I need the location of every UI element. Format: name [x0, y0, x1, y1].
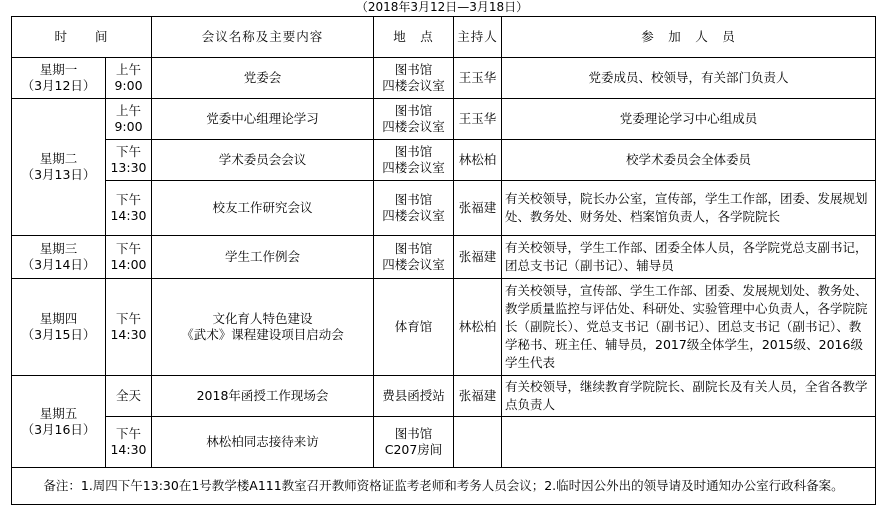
attendees-cell: 有关校领导，学生工作部、团委全体人员，各学院党总支副书记，团总支书记（副书记）、辅导员: [502, 236, 876, 279]
location-cell: 体育馆: [374, 279, 454, 376]
attendees-cell: 有关校领导，宣传部、学生工作部、团委、发展规划处、教务处、教学质量监控与评估处、科研处、实验管理中心负责人，各学院院长（副院长）、党总支书记（副书记）、团总支书记（副书记）、教学秘书、班主任、辅导员，2017级全体学生，2015级、2016级学生代表: [502, 279, 876, 376]
location-line: 四楼会议室: [382, 78, 445, 93]
host-cell: 王玉华: [454, 99, 502, 140]
location-line: 图书馆: [394, 144, 433, 159]
location-line: 四楼会议室: [382, 208, 445, 223]
day-name: 星期四: [39, 311, 78, 326]
time-cell: [106, 58, 152, 99]
host-cell: [454, 417, 502, 468]
location-cell: [374, 140, 454, 181]
time-clock: 13:30: [110, 160, 147, 175]
day-name: 星期三: [39, 241, 78, 256]
host-cell: 张福建: [454, 236, 502, 279]
location-line: 图书馆: [394, 103, 433, 118]
attendees-cell: 有关校领导，继续教育学院院长、副院长及有关人员，全省各教学点负责人: [502, 376, 876, 417]
location-line: 图书馆: [394, 426, 433, 441]
attendees-cell: 党委理论学习中心组成员: [502, 99, 876, 140]
time-period: 上午: [116, 62, 142, 77]
day-name: 星期五: [39, 405, 78, 421]
day-cell: [12, 58, 106, 99]
day-date: （3月15日）: [21, 327, 96, 342]
day-name: 星期二: [39, 151, 78, 166]
attendees-cell: [502, 417, 876, 468]
day-date: （3月16日）: [21, 421, 96, 437]
table-row: [12, 140, 876, 181]
attendees-cell: 校学术委员会全体委员: [502, 140, 876, 181]
meeting-cell: 2018年函授工作现场会: [152, 376, 374, 417]
host-cell: 张福建: [454, 181, 502, 236]
remarks-text: 备注：1.周四下午13:30在1号教学楼A111教室召开教师资格证监考老师和考务人员会议；2.临时因公外出的领导请及时通知办公室行政科备案。: [12, 468, 876, 505]
table-row: [12, 99, 876, 140]
time-period: 下午: [116, 192, 142, 207]
location-line: 四楼会议室: [382, 257, 445, 272]
table-row: [12, 181, 876, 236]
attendees-cell: 有关校领导，院长办公室，宣传部，学生工作部，团委、发展规划处、教务处、财务处、档案馆负责人，各学院院长: [502, 181, 876, 236]
time-period: 上午: [116, 103, 142, 118]
time-cell: [106, 140, 152, 181]
host-cell: 林松柏: [454, 140, 502, 181]
meeting-cell: 党委中心组理论学习: [152, 99, 374, 140]
location-cell: 费县函授站: [374, 376, 454, 417]
time-clock: 14:30: [110, 442, 147, 457]
location-line: 图书馆: [394, 62, 433, 77]
meeting-line: 《武术》课程建设项目启动会: [181, 327, 344, 342]
time-cell: [106, 181, 152, 236]
header-attendees: 参 加 人 员: [502, 17, 876, 58]
location-line: 图书馆: [394, 241, 433, 256]
time-cell: [106, 236, 152, 279]
meeting-cell: 党委会: [152, 58, 374, 99]
table-row: [12, 376, 876, 417]
header-time: 时 间: [12, 17, 152, 58]
host-cell: 王玉华: [454, 58, 502, 99]
location-line: C207房间: [384, 442, 443, 457]
location-line: 四楼会议室: [382, 160, 445, 175]
time-period: 下午: [116, 311, 142, 326]
day-name: 星期一: [39, 62, 78, 77]
host-cell: 林松柏: [454, 279, 502, 376]
table-header-row: [12, 17, 876, 58]
day-cell: [12, 99, 106, 236]
meeting-cell: 学术委员会会议: [152, 140, 374, 181]
time-clock: 14:30: [110, 327, 147, 342]
time-cell: 全天: [106, 376, 152, 417]
location-cell: [374, 58, 454, 99]
day-cell: [12, 376, 106, 468]
location-cell: [374, 417, 454, 468]
time-period: 下午: [116, 241, 142, 256]
meeting-cell: [152, 279, 374, 376]
schedule-date-range: （2018年3月12日—3月18日）: [355, 0, 529, 14]
day-date: （3月14日）: [21, 257, 96, 272]
meeting-cell: 林松柏同志接待来访: [152, 417, 374, 468]
attendees-cell: 党委成员、校领导，有关部门负责人: [502, 58, 876, 99]
time-clock: 9:00: [114, 119, 143, 134]
header-host: 主持人: [454, 17, 502, 58]
location-cell: [374, 99, 454, 140]
time-cell: [106, 279, 152, 376]
remarks-row: [12, 468, 876, 505]
day-date: （3月12日）: [21, 78, 96, 93]
location-line: 四楼会议室: [382, 119, 445, 134]
location-cell: [374, 181, 454, 236]
header-location: 地 点: [374, 17, 454, 58]
day-cell: [12, 279, 106, 376]
meeting-schedule-table: [11, 16, 876, 505]
day-cell: [12, 236, 106, 279]
table-row: [12, 236, 876, 279]
day-date: （3月13日）: [21, 167, 96, 182]
time-clock: 14:30: [110, 208, 147, 223]
meeting-cell: 学生工作例会: [152, 236, 374, 279]
meeting-line: 文化育人特色建设: [212, 311, 313, 326]
table-row: [12, 417, 876, 468]
time-period: 下午: [116, 426, 142, 441]
host-cell: 张福建: [454, 376, 502, 417]
table-row: [12, 58, 876, 99]
time-clock: 9:00: [114, 78, 143, 93]
time-cell: [106, 99, 152, 140]
table-row: [12, 279, 876, 376]
time-clock: 14:00: [110, 257, 147, 272]
header-meeting: 会议名称及主要内容: [152, 17, 374, 58]
time-cell: [106, 417, 152, 468]
meeting-cell: 校友工作研究会议: [152, 181, 374, 236]
location-cell: [374, 236, 454, 279]
location-line: 图书馆: [394, 192, 433, 207]
time-period: 下午: [116, 144, 142, 159]
